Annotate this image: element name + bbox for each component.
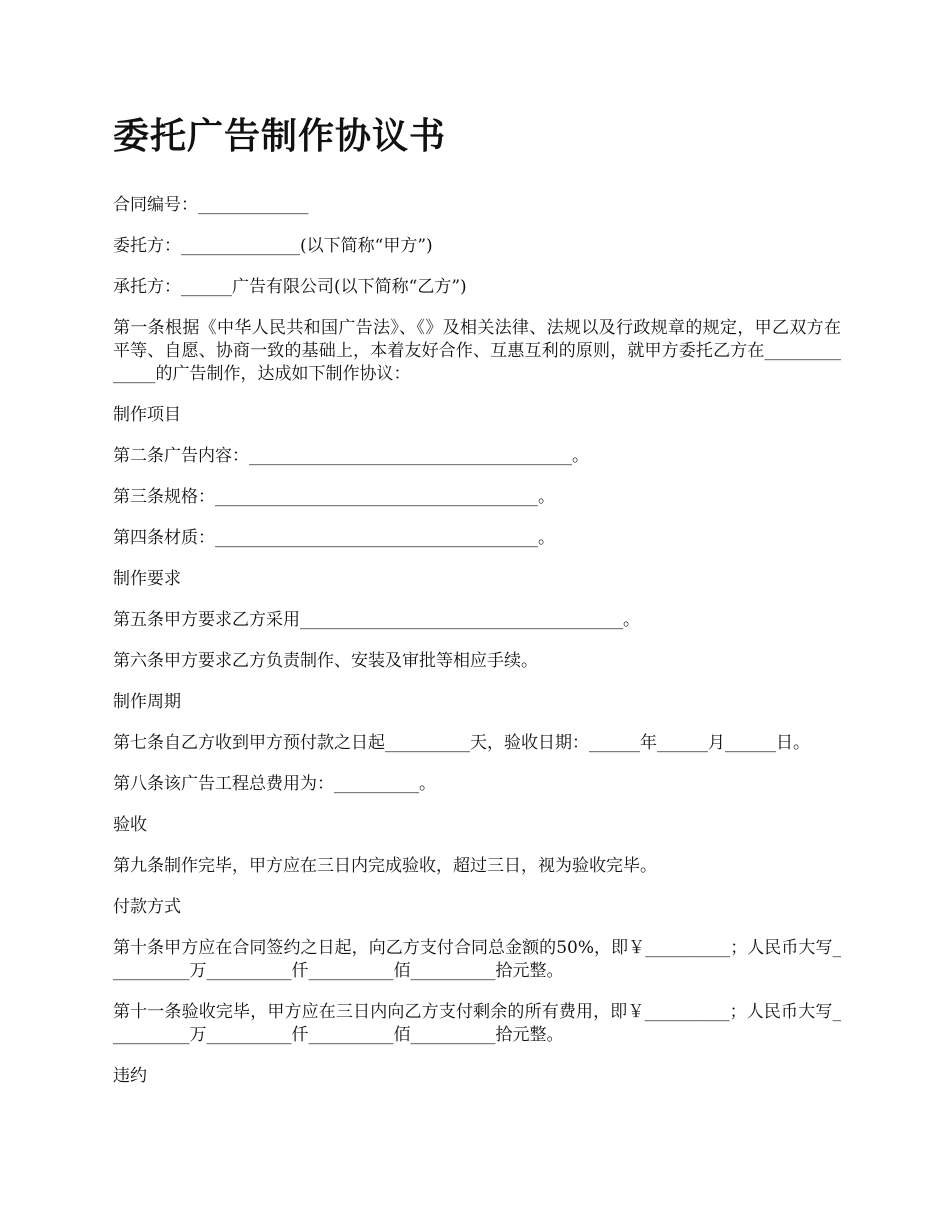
party-a-line: 委托方：______________(以下简称“甲方”) bbox=[113, 236, 433, 256]
contract-number: 合同编号：_____________ bbox=[113, 195, 309, 215]
section-heading-payment: 付款方式 bbox=[113, 897, 181, 917]
document-title: 委托广告制作协议书 bbox=[113, 115, 447, 157]
article-1: 第一条根据《中华人民共和国广告法》、《》及相关法律、法规以及行政规章的规定，甲乙双方在平等、自愿、协商一致的基础上，本着友好合作、互惠互利的原则，就甲方委托乙方在______________的广告制作，达成如下制作协议： bbox=[113, 318, 841, 384]
section-heading-production-period: 制作周期 bbox=[113, 692, 181, 712]
section-heading-breach: 违约 bbox=[113, 1066, 147, 1086]
article-9: 第九条制作完毕，甲方应在三日内完成验收，超过三日，视为验收完毕。 bbox=[113, 856, 657, 876]
article-6: 第六条甲方要求乙方负责制作、安装及审批等相应手续。 bbox=[113, 651, 538, 671]
article-4: 第四条材质：______________________________________。 bbox=[113, 528, 555, 548]
article-10: 第十条甲方应在合同签约之日起，向乙方支付合同总金额的50%，即￥__________；人民币大写__________万__________仟__________佰__________拾元整。 bbox=[113, 938, 841, 981]
document-page bbox=[113, 112, 841, 1106]
article-11: 第十一条验收完毕，甲方应在三日内向乙方支付剩余的所有费用，即￥__________；人民币大写__________万__________仟__________佰__________拾元整。 bbox=[113, 1002, 841, 1045]
section-heading-production-requirements: 制作要求 bbox=[113, 569, 181, 589]
article-3: 第三条规格：______________________________________。 bbox=[113, 487, 555, 507]
section-heading-production-items: 制作项目 bbox=[113, 405, 181, 425]
article-5: 第五条甲方要求乙方采用______________________________________。 bbox=[113, 610, 640, 630]
article-8: 第八条该广告工程总费用为：__________。 bbox=[113, 774, 436, 794]
article-7: 第七条自乙方收到甲方预付款之日起__________天，验收日期：______年______月______日。 bbox=[113, 733, 810, 753]
section-heading-acceptance: 验收 bbox=[113, 815, 147, 835]
party-b-line: 承托方：______广告有限公司(以下简称“乙方”) bbox=[113, 277, 467, 297]
article-2: 第二条广告内容：______________________________________。 bbox=[113, 446, 589, 466]
